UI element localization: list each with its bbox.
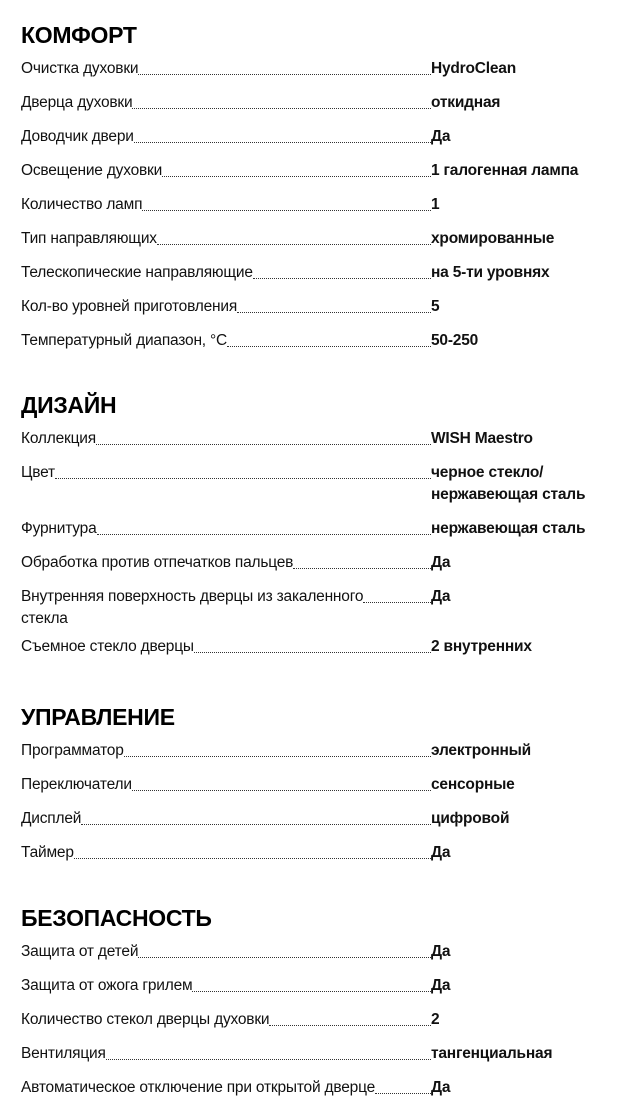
spec-row	[21, 262, 611, 296]
spec-value: на 5-ти уровнях	[431, 264, 550, 281]
dotted-leader	[375, 1077, 431, 1094]
section-title: ДИЗАЙН	[21, 392, 117, 418]
spec-row	[21, 1043, 611, 1077]
spec-label-wrap	[21, 842, 431, 864]
spec-label-wrap	[21, 740, 431, 762]
spec-label-wrap	[21, 296, 431, 318]
spec-label-wrap	[21, 92, 431, 114]
spec-label-wrap	[21, 636, 431, 658]
spec-rows	[21, 941, 611, 1111]
spec-value: тангенциальная	[431, 1045, 553, 1062]
dotted-leader	[138, 58, 431, 75]
spec-label: Очистка духовки	[21, 60, 139, 77]
spec-row	[21, 228, 611, 262]
spec-label	[21, 586, 431, 630]
spec-row	[21, 194, 611, 228]
dotted-leader	[142, 194, 431, 211]
dotted-leader	[132, 774, 431, 791]
dotted-leader	[194, 636, 431, 653]
spec-value: 1 галогенная лампа	[431, 162, 579, 179]
spec-label-wrap	[21, 586, 431, 630]
spec-label-wrap	[21, 1043, 431, 1065]
dotted-leader	[74, 842, 431, 859]
spec-label-wrap	[21, 552, 431, 574]
spec-label-wrap	[21, 428, 431, 450]
spec-row	[21, 636, 611, 670]
spec-label: Температурный диапазон, °C	[21, 332, 228, 349]
spec-label-wrap	[21, 774, 431, 796]
dotted-leader	[162, 160, 431, 177]
spec-row	[21, 808, 611, 842]
dotted-leader	[253, 262, 431, 279]
spec-label: Доводчик двери	[21, 128, 134, 145]
spec-value: хромированные	[431, 230, 555, 247]
spec-row	[21, 126, 611, 160]
spec-label-wrap	[21, 160, 431, 182]
spec-label-wrap	[21, 941, 431, 963]
spec-label: Вентиляция	[21, 1045, 106, 1062]
spec-label-wrap	[21, 126, 431, 148]
spec-row	[21, 462, 611, 518]
spec-value: Да	[431, 977, 451, 994]
spec-label-wrap	[21, 1077, 431, 1099]
spec-label: Кол-во уровней приготовления	[21, 298, 238, 315]
spec-label: Телескопические направляющие	[21, 264, 253, 281]
spec-label: Защита от ожога грилем	[21, 977, 193, 994]
section-comfort	[21, 18, 611, 364]
spec-value: Да	[431, 844, 451, 861]
spec-label-wrap	[21, 462, 431, 484]
section-title: БЕЗОПАСНОСТЬ	[21, 905, 212, 931]
spec-row	[21, 1009, 611, 1043]
spec-row	[21, 552, 611, 586]
spec-value: откидная	[431, 94, 501, 111]
spec-label: Программатор	[21, 742, 124, 759]
spec-value: Да	[431, 128, 451, 145]
spec-label-wrap	[21, 1009, 431, 1031]
dotted-leader	[293, 552, 431, 569]
spec-value: WISH Maestro	[431, 430, 533, 447]
spec-label: Количество стекол дверцы духовки	[21, 1011, 270, 1028]
spec-value: HydroClean	[431, 60, 516, 77]
dotted-leader	[81, 808, 431, 825]
spec-row	[21, 941, 611, 975]
spec-label: Обработка против отпечатков пальцев	[21, 554, 294, 571]
spec-label-wrap	[21, 330, 431, 352]
spec-value: 2 внутренних	[431, 638, 532, 655]
spec-label: Таймер	[21, 844, 74, 861]
spec-row	[21, 740, 611, 774]
spec-label: Коллекция	[21, 430, 96, 447]
spec-row	[21, 842, 611, 876]
spec-label-line: Внутренняя поверхность дверцы из закаленного	[21, 588, 364, 605]
spec-label-wrap	[21, 262, 431, 284]
spec-label: Освещение духовки	[21, 162, 163, 179]
spec-label: Дверца духовки	[21, 94, 133, 111]
spec-value: Да	[431, 554, 451, 571]
dotted-leader	[124, 740, 431, 757]
dotted-leader	[132, 92, 431, 109]
spec-value: цифровой	[431, 810, 510, 827]
section-safety	[21, 901, 611, 1111]
dotted-leader	[269, 1009, 431, 1026]
dotted-leader	[55, 462, 431, 479]
spec-value: черное стекло/ нержавеющая сталь	[431, 464, 586, 503]
spec-label: Дисплей	[21, 810, 82, 827]
spec-row	[21, 518, 611, 552]
spec-row	[21, 330, 611, 364]
dotted-leader	[157, 228, 431, 245]
spec-label-wrap	[21, 975, 431, 997]
spec-value: Да	[431, 943, 451, 960]
section-controls	[21, 700, 611, 876]
dotted-leader	[134, 126, 431, 143]
spec-rows	[21, 740, 611, 876]
spec-row	[21, 428, 611, 462]
spec-value: 2	[431, 1011, 440, 1028]
dotted-leader	[363, 586, 431, 603]
spec-value: 1	[431, 196, 440, 213]
spec-rows	[21, 428, 611, 670]
section-title: КОМФОРТ	[21, 22, 137, 48]
dotted-leader	[106, 1043, 431, 1060]
spec-label-wrap	[21, 518, 431, 540]
spec-label-wrap	[21, 58, 431, 80]
spec-rows	[21, 58, 611, 364]
spec-label-wrap	[21, 194, 431, 216]
spec-row	[21, 160, 611, 194]
spec-value: 5	[431, 298, 440, 315]
spec-row	[21, 1077, 611, 1111]
section-title: УПРАВЛЕНИЕ	[21, 704, 175, 730]
section-design	[21, 388, 611, 670]
dotted-leader	[138, 941, 431, 958]
dotted-leader	[237, 296, 431, 313]
spec-label: Цвет	[21, 464, 55, 481]
spec-label: Съемное стекло дверцы	[21, 638, 194, 655]
dotted-leader	[192, 975, 431, 992]
spec-label: Фурнитура	[21, 520, 97, 537]
spec-value: Да	[431, 1079, 451, 1096]
spec-row	[21, 296, 611, 330]
spec-row	[21, 92, 611, 126]
spec-row	[21, 975, 611, 1009]
spec-label: Количество ламп	[21, 196, 143, 213]
spec-value: 50-250	[431, 332, 479, 349]
spec-row	[21, 586, 611, 636]
spec-label: Переключатели	[21, 776, 132, 793]
dotted-leader	[96, 428, 431, 445]
dotted-leader	[97, 518, 432, 535]
spec-value: сенсорные	[431, 776, 515, 793]
spec-label: Тип направляющих	[21, 230, 157, 247]
dotted-leader	[227, 330, 431, 347]
spec-label-wrap	[21, 228, 431, 250]
spec-label: Защита от детей	[21, 943, 139, 960]
spec-value: нержавеющая сталь	[431, 520, 586, 537]
spec-label-wrap	[21, 808, 431, 830]
spec-value: электронный	[431, 742, 532, 759]
spec-row	[21, 58, 611, 92]
spec-row	[21, 774, 611, 808]
spec-label: Автоматическое отключение при открытой дверце	[21, 1079, 376, 1096]
spec-label-line: стекла	[21, 610, 68, 627]
spec-value: Да	[431, 588, 451, 605]
